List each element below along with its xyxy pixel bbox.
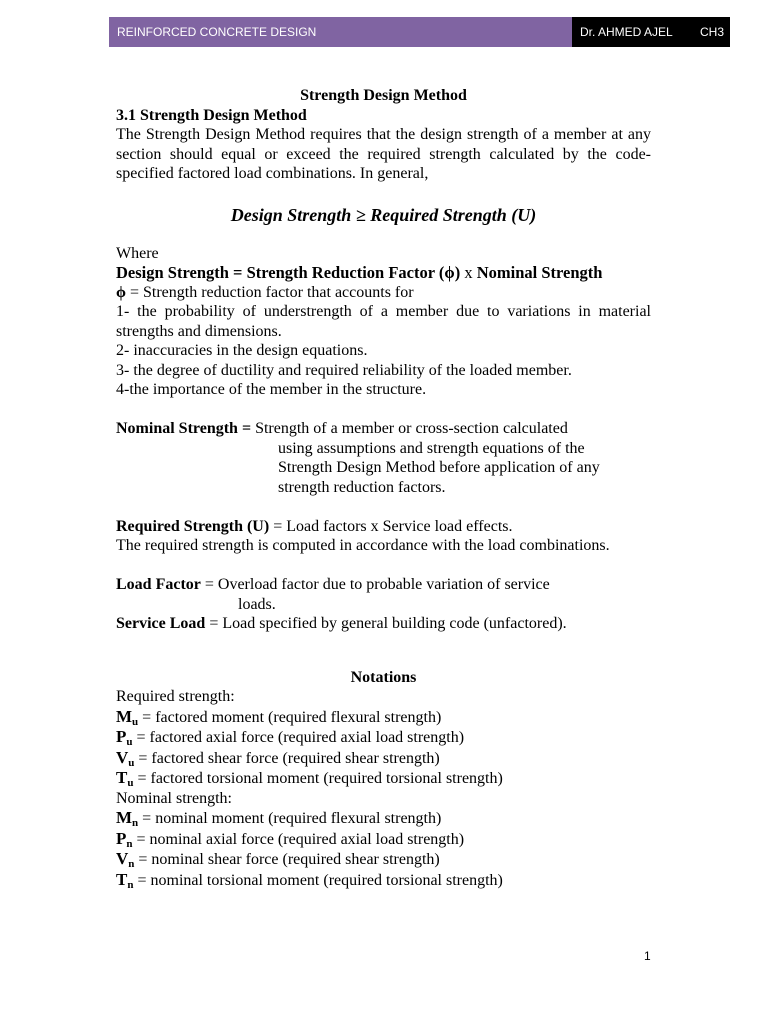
phi-text: = Strength reduction factor that accounts for [125, 283, 414, 301]
notation-item [116, 849, 651, 870]
intro-paragraph: The Strength Design Method requires that the design strength of a member at any section should equal or exceed the required strength calculated by the code-specified factored load combinations. In general, [116, 126, 651, 182]
required-notation-list [116, 707, 651, 789]
notation-item [116, 748, 651, 769]
notation-subscript: u [126, 736, 133, 748]
service-load-definition [116, 614, 651, 634]
notation-text: = nominal moment (required flexural strength) [138, 810, 442, 827]
factor-4: 4-the importance of the member in the structure. [116, 381, 427, 398]
notation-subscript: u [128, 756, 135, 769]
notation-symbol: V [116, 849, 129, 868]
course-title: REINFORCED CONCRETE DESIGN [109, 17, 572, 47]
phi-definition [116, 283, 651, 303]
factor-1: 1- the probability of understrength of a member due to variations in material strengths and dimensions. [116, 303, 651, 340]
notation-symbol: T [116, 869, 128, 889]
design-strength-term: Design Strength = Strength Reduction Factor (ϕ) [116, 263, 461, 282]
notations-heading: Notations [350, 668, 417, 686]
phi-symbol: ϕ [116, 283, 126, 301]
load-factor-line-2: loads. [238, 595, 276, 613]
service-load-def: = Load specified by general building code (unfactored). [205, 615, 567, 632]
required-strength-notation-label: Required strength: [116, 688, 235, 705]
notation-item [116, 707, 651, 728]
page-header [109, 17, 730, 47]
notation-text: = factored torsional moment (required torsional strength) [133, 770, 503, 787]
factor-2: 2- inaccuracies in the design equations. [116, 342, 368, 359]
page-number: 1 [644, 949, 651, 963]
notation-text: = factored moment (required flexural strength) [138, 708, 442, 726]
times-sign: x [460, 263, 477, 282]
factor-3: 3- the degree of ductility and required reliability of the loaded member. [116, 361, 572, 379]
notation-symbol: T [116, 768, 128, 787]
notation-text: = nominal axial force (required axial load strength) [132, 830, 465, 848]
notation-subscript: n [128, 858, 135, 870]
author-name: Dr. AHMED AJEL [580, 25, 673, 39]
where-label: Where [116, 244, 159, 262]
notation-subscript: u [132, 715, 139, 728]
notation-subscript: n [126, 837, 133, 850]
strength-formula: Design Strength ≥ Required Strength (U) [230, 204, 537, 225]
notation-subscript: u [127, 777, 134, 789]
required-strength-label: Required Strength (U) [116, 517, 270, 535]
nominal-strength-label: Nominal Strength = [116, 420, 256, 437]
notation-item [116, 768, 651, 789]
notation-symbol: P [116, 828, 127, 848]
nominal-strength-term: Nominal Strength [476, 263, 603, 282]
notation-text: = nominal torsional moment (required torsional strength) [133, 871, 503, 889]
notation-text: = factored shear force (required shear strength) [134, 749, 440, 767]
nominal-strength-notation-label: Nominal strength: [116, 789, 232, 807]
notation-item [116, 829, 651, 850]
nominal-line-2: using assumptions and strength equations of the [278, 439, 585, 457]
notation-symbol: P [116, 727, 127, 746]
notation-text: = nominal shear force (required shear strength) [134, 851, 440, 868]
required-strength-def: = Load factors x Service load effects. [269, 517, 513, 535]
nominal-notation-list [116, 808, 651, 890]
notation-symbol: V [116, 747, 129, 767]
page-title: Strength Design Method [300, 87, 467, 104]
section-heading: 3.1 Strength Design Method [116, 106, 307, 124]
notation-subscript: n [132, 817, 139, 829]
required-strength-paragraph: The required strength is computed in accordance with the load combinations. [116, 537, 610, 554]
chapter-label: CH3 [699, 25, 724, 39]
load-factor-definition [116, 575, 651, 595]
document-body [116, 86, 651, 890]
notation-symbol: M [116, 808, 133, 827]
nominal-line-3: Strength Design Method before application of any [278, 459, 600, 476]
notation-text: = factored axial force (required axial load strength) [132, 729, 465, 746]
nominal-line-1: Strength of a member or cross-section calculated [255, 420, 568, 437]
nominal-line-4: strength reduction factors. [278, 478, 446, 496]
author-chapter-block [572, 17, 730, 47]
load-factor-line-1: = Overload factor due to probable variation of service [200, 576, 550, 593]
service-load-label: Service Load [116, 615, 206, 632]
notation-item [116, 727, 651, 748]
required-strength-definition [116, 517, 651, 537]
notation-symbol: M [116, 706, 133, 726]
notation-subscript: n [127, 878, 134, 891]
notation-item [116, 808, 651, 829]
nominal-strength-definition [116, 419, 651, 439]
design-strength-definition [116, 263, 651, 283]
load-factor-label: Load Factor [116, 576, 201, 593]
notation-item [116, 870, 651, 891]
